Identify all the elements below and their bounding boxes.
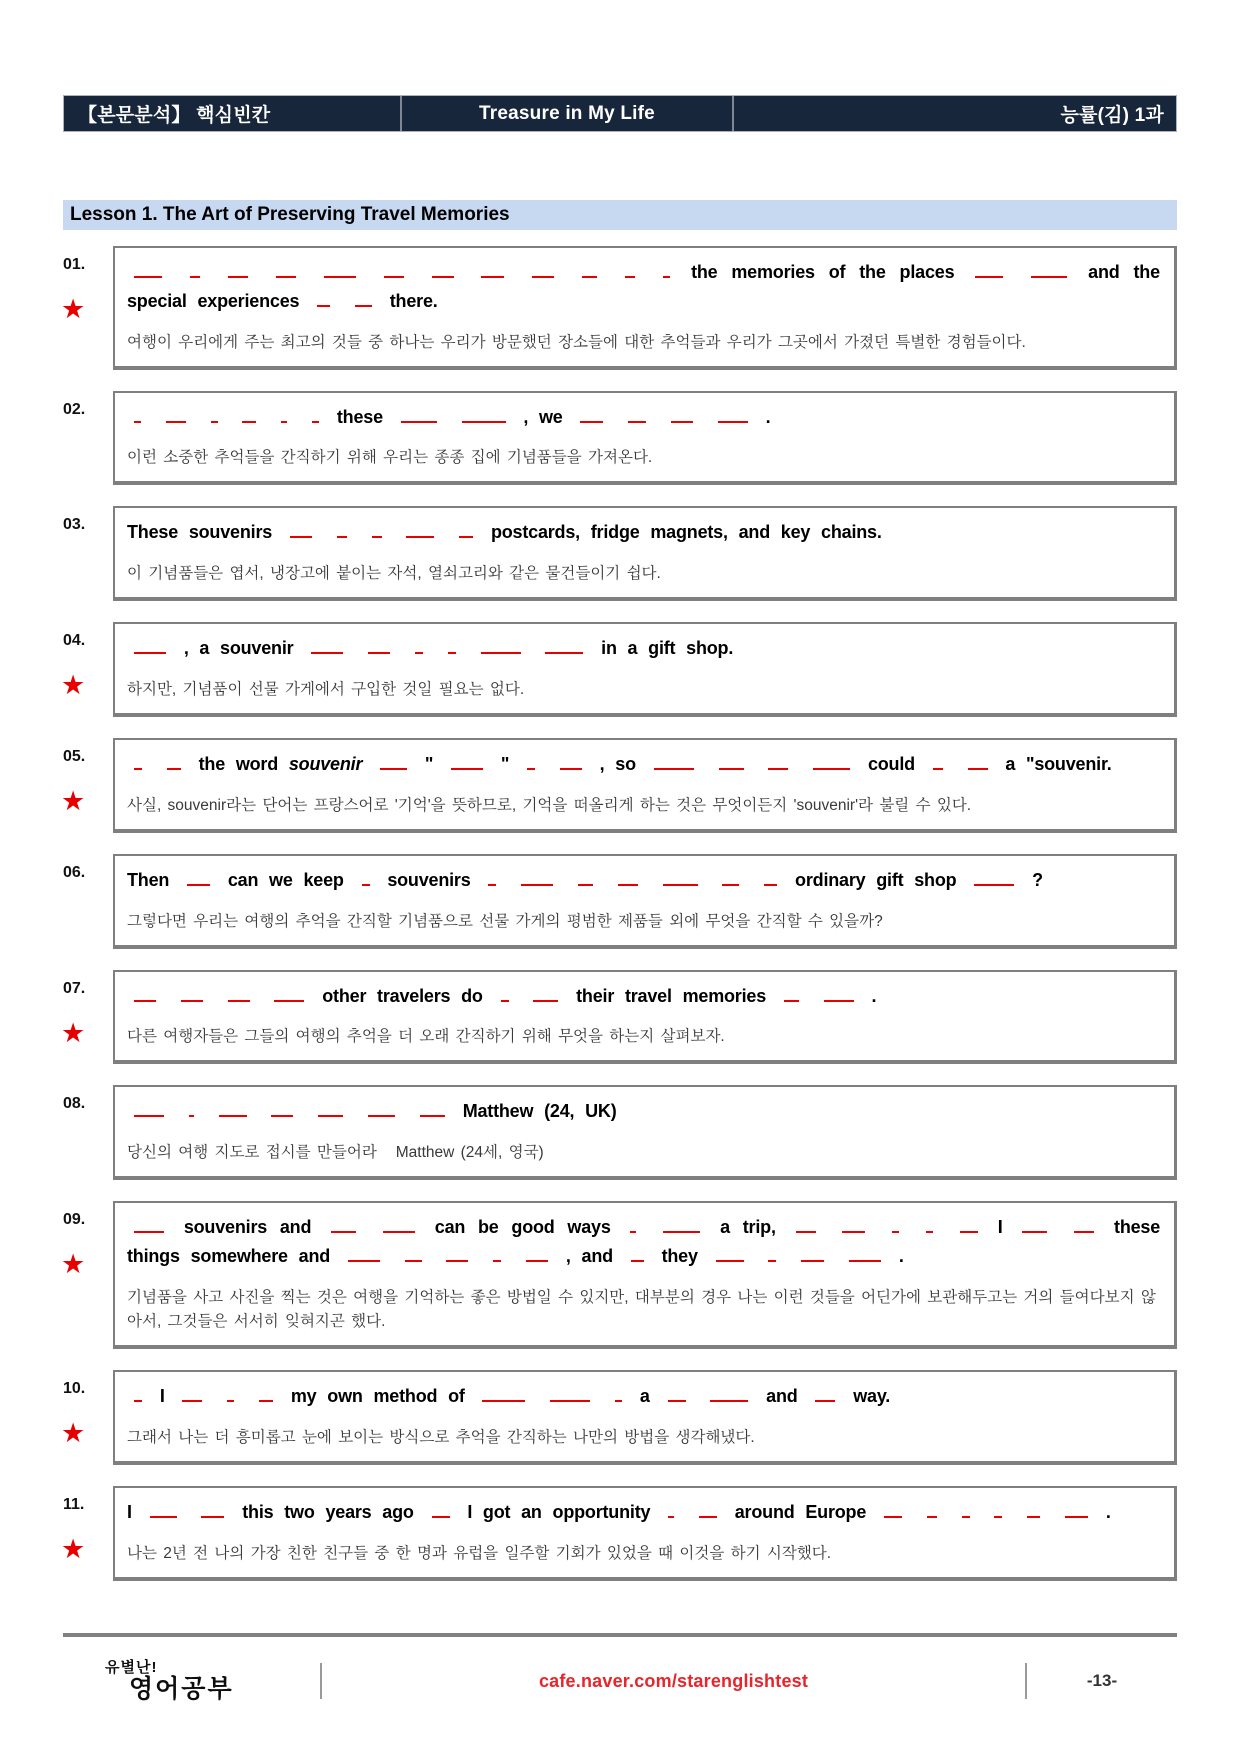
blank-line	[813, 756, 850, 770]
english-fragment: and	[766, 1385, 798, 1406]
blank-line	[926, 1219, 933, 1233]
english-fragment: Matthew (24, UK)	[462, 1101, 617, 1122]
blank-line	[625, 264, 635, 278]
blank-line	[550, 1388, 590, 1402]
blank-line	[242, 409, 256, 423]
blank-line	[134, 756, 142, 770]
blank-line	[290, 524, 312, 538]
blank-line	[580, 409, 603, 423]
item-box	[113, 738, 1177, 833]
blank-line	[405, 1248, 422, 1262]
item-number-column	[63, 1486, 113, 1563]
blank-line	[849, 1248, 881, 1262]
english-fragment: souvenirs	[387, 869, 471, 890]
blank-line	[384, 264, 404, 278]
english-fragment: , and	[565, 1246, 613, 1267]
korean-text: 기념품을 사고 사진을 찍는 것은 여행을 기억하는 좋은 방법일 수 있지만, 대부분의 경우 나는 이런 것들을 어딘가에 보관해두고는 거의 들여다보지 않아서, 그것들은 서서히 잊혀지곤 했다.	[127, 1288, 1156, 1330]
blank-line	[355, 293, 372, 307]
footer-link: cafe.naver.com/starenglishtest	[538, 1670, 809, 1691]
blank-line	[892, 1219, 899, 1233]
header-left: 【본문분석】 핵심빈칸	[78, 105, 271, 126]
item-number: 01.	[63, 256, 86, 273]
blank-line	[824, 988, 854, 1002]
blank-line	[526, 1248, 548, 1262]
header-right: 능률(김) 1과	[1060, 105, 1164, 126]
blank-line	[615, 1388, 622, 1402]
korean-text: 나는 2년 전 나의 가장 친한 친구들 중 한 명과 유럽을 일주할 기회가 있었을 때 이것을 하기 시작했다.	[127, 1544, 832, 1562]
blank-line	[182, 1388, 202, 1402]
blank-line	[459, 524, 473, 538]
item-number: 04.	[63, 632, 86, 650]
blank-line	[167, 756, 181, 770]
english-fragment: other travelers do	[322, 985, 483, 1006]
blank-line	[960, 1219, 978, 1233]
blank-line	[134, 409, 141, 423]
blank-line	[663, 264, 670, 278]
blank-line	[380, 756, 407, 770]
item-row	[63, 506, 1177, 601]
english-fragment: .	[871, 985, 877, 1006]
blank-line	[796, 1219, 816, 1233]
english-fragment: these	[336, 406, 383, 427]
blank-line	[228, 988, 250, 1002]
blank-line	[801, 1248, 824, 1262]
blank-line	[1065, 1504, 1088, 1518]
item-number: 09.	[63, 1211, 86, 1229]
blank-line	[927, 1504, 937, 1518]
blank-line	[134, 264, 162, 278]
item-number: 06.	[63, 863, 86, 881]
blank-line	[663, 1219, 700, 1233]
blank-line	[699, 1504, 717, 1518]
blank-line	[493, 1248, 501, 1262]
blank-line	[815, 1388, 835, 1402]
english-text	[127, 1498, 1160, 1527]
english-fragment: ?	[1032, 869, 1043, 890]
blank-line	[974, 872, 1014, 886]
item-box	[113, 391, 1177, 486]
site-logo	[63, 1660, 320, 1702]
blank-line	[312, 409, 319, 423]
blank-line	[337, 524, 347, 538]
blank-line	[631, 1248, 644, 1262]
english-fragment: I	[997, 1217, 1003, 1238]
english-fragment: "	[424, 754, 434, 775]
english-fragment: , a souvenir	[183, 638, 294, 659]
logo-line-1: 유별난!	[105, 1659, 158, 1676]
item-row	[63, 1201, 1177, 1349]
english-fragment: .	[1105, 1501, 1111, 1522]
english-fragment: way.	[853, 1385, 891, 1406]
english-fragment: there.	[389, 290, 438, 311]
blank-line	[560, 756, 582, 770]
blank-line	[994, 1504, 1002, 1518]
item-row	[63, 970, 1177, 1065]
english-fragment: this two years ago	[242, 1501, 414, 1522]
blank-line	[628, 409, 646, 423]
english-text	[127, 866, 1160, 895]
english-fragment: and the special experiences	[127, 262, 1160, 311]
blank-line	[482, 1388, 525, 1402]
blank-line	[1031, 264, 1067, 278]
english-text	[127, 750, 1160, 779]
english-fragment: in a gift shop.	[601, 638, 734, 659]
blank-line	[933, 756, 943, 770]
english-fragment: can we keep	[227, 869, 344, 890]
english-fragment: around Europe	[734, 1501, 867, 1522]
item-number-column	[63, 970, 113, 1047]
blank-line	[383, 1219, 415, 1233]
english-fragment: could	[867, 754, 915, 775]
english-fragment: souvenirs and	[183, 1217, 312, 1238]
item-box	[113, 506, 1177, 601]
blank-line	[719, 756, 744, 770]
item-box	[113, 622, 1177, 717]
star-icon: ★	[61, 1249, 86, 1280]
english-fragment: a	[639, 1385, 650, 1406]
item-number-column	[63, 1370, 113, 1447]
blank-line	[768, 756, 788, 770]
english-text	[127, 634, 1160, 663]
blank-line	[201, 1504, 224, 1518]
item-number-column	[63, 1085, 113, 1113]
blank-line	[501, 988, 509, 1002]
blank-line	[481, 264, 504, 278]
page-number: -13-	[1086, 1671, 1118, 1690]
blank-line	[401, 409, 437, 423]
blank-line	[884, 1504, 902, 1518]
blank-line	[668, 1388, 686, 1402]
star-icon: ★	[61, 1417, 86, 1448]
blank-line	[578, 872, 593, 886]
lesson-title-bar	[63, 200, 1177, 230]
item-row	[63, 1085, 1177, 1180]
blank-line	[654, 756, 694, 770]
doc-header	[63, 95, 1177, 132]
english-fragment: I	[159, 1385, 165, 1406]
blank-line	[764, 872, 777, 886]
blank-line	[663, 872, 698, 886]
blank-line	[975, 264, 1003, 278]
blank-line	[331, 1219, 356, 1233]
english-fragment: ordinary gift shop	[795, 869, 957, 890]
blank-line	[432, 1504, 450, 1518]
blank-line	[362, 872, 370, 886]
blank-line	[181, 988, 203, 1002]
korean-text: 그래서 나는 더 흥미롭고 눈에 보이는 방식으로 추억을 간직하는 나만의 방법을 생각해냈다.	[127, 1428, 755, 1446]
item-number: 11.	[63, 1495, 85, 1513]
english-fragment: the word	[198, 754, 279, 775]
item-number-column	[63, 391, 113, 419]
blank-line	[219, 1103, 247, 1117]
blank-line	[618, 872, 638, 886]
item-row	[63, 1370, 1177, 1465]
blank-line	[533, 988, 558, 1002]
blank-line	[227, 1388, 234, 1402]
blank-line	[545, 640, 583, 654]
item-number: 07.	[63, 979, 86, 997]
item-box	[113, 854, 1177, 949]
english-fragment: "	[500, 754, 510, 775]
blank-line	[372, 524, 382, 538]
star-icon: ★	[61, 294, 86, 324]
korean-text: 그렇다면 우리는 여행의 추억을 간직할 기념품으로 선물 가게의 평범한 제품들 외에 무엇을 간직할 수 있을까?	[127, 912, 883, 930]
blank-line	[446, 1248, 468, 1262]
english-fragment: these things somewhere and	[127, 1217, 1161, 1267]
blank-line	[671, 409, 693, 423]
blank-line	[348, 1248, 380, 1262]
blank-line	[187, 872, 210, 886]
blank-line	[281, 409, 287, 423]
blank-line	[710, 1388, 748, 1402]
blank-line	[271, 1103, 293, 1117]
header-center: Treasure in My Life	[479, 102, 655, 124]
korean-text: 이런 소중한 추억들을 간직하기 위해 우리는 종종 집에 기념품들을 가져온다.	[127, 449, 653, 467]
item-number-column	[63, 1201, 113, 1278]
blank-line	[532, 264, 554, 278]
blank-line	[630, 1219, 636, 1233]
blank-line	[462, 409, 506, 423]
korean-text: 사실, souvenir라는 단어는 프랑스어로 '기억'을 뜻하므로, 기억을 떠올리게 하는 것은 무엇이든지 'souvenir'라 불릴 수 있다.	[127, 796, 972, 814]
english-fragment: I got an opportunity	[467, 1501, 651, 1522]
item-box	[113, 1370, 1177, 1465]
item-box	[113, 246, 1177, 370]
item-row	[63, 854, 1177, 949]
lesson-title: Lesson 1. The Art of Preserving Travel Memories	[70, 204, 510, 225]
english-fragment: souvenir	[288, 754, 363, 775]
blank-line	[368, 640, 390, 654]
blank-line	[668, 1504, 674, 1518]
blank-line	[276, 264, 296, 278]
item-box	[113, 970, 1177, 1065]
korean-text: 여행이 우리에게 주는 최고의 것들 중 하나는 우리가 방문했던 장소들에 대한 추억들과 우리가 그곳에서 가졌던 특별한 경험들이다.	[127, 333, 1026, 351]
item-number: 05.	[63, 748, 86, 766]
korean-text: 다른 여행자들은 그들의 여행의 추억을 더 오래 간직하기 위해 무엇을 하는지 살펴보자.	[127, 1028, 725, 1046]
english-fragment: a "souvenir.	[1005, 754, 1112, 775]
blank-line	[134, 988, 156, 1002]
item-number: 03.	[63, 516, 86, 534]
english-fragment: .	[765, 406, 771, 427]
item-number-column	[63, 738, 113, 815]
logo-line-2: 영어공부	[129, 1675, 234, 1703]
english-text	[127, 518, 1160, 547]
item-number: 08.	[63, 1095, 86, 1113]
item-row	[63, 246, 1177, 370]
english-fragment: I	[127, 1501, 132, 1522]
blank-line	[784, 988, 799, 1002]
blank-line	[134, 1388, 142, 1402]
star-icon: ★	[61, 1533, 86, 1564]
english-text	[127, 258, 1160, 316]
blank-line	[1027, 1504, 1040, 1518]
blank-line	[406, 524, 434, 538]
blank-line	[415, 640, 423, 654]
english-text	[127, 982, 1160, 1011]
item-number: 02.	[63, 400, 86, 418]
blank-line	[189, 1103, 194, 1117]
blank-line	[134, 1103, 164, 1117]
blank-line	[420, 1103, 445, 1117]
korean-text: 하지만, 기념품이 선물 가게에서 구입한 것일 필요는 없다.	[127, 681, 525, 699]
item-box	[113, 1201, 1177, 1349]
english-text	[127, 1382, 1160, 1411]
blank-line	[259, 1388, 273, 1402]
blank-line	[150, 1504, 177, 1518]
items	[63, 246, 1177, 1581]
item-number-column	[63, 506, 113, 534]
item-row	[63, 738, 1177, 833]
blank-line	[968, 756, 988, 770]
blank-line	[481, 640, 521, 654]
english-fragment: they	[661, 1246, 698, 1267]
english-fragment: These souvenirs	[127, 522, 273, 543]
english-fragment: .	[898, 1246, 904, 1267]
star-icon: ★	[61, 786, 86, 817]
blank-line	[317, 293, 330, 307]
english-fragment: the memories of the places	[691, 262, 955, 282]
blank-line	[432, 264, 454, 278]
blank-line	[324, 264, 356, 278]
footer-rule	[63, 1633, 1177, 1637]
english-fragment: their travel memories	[576, 985, 767, 1006]
footer	[63, 1650, 1177, 1712]
blank-line	[448, 640, 456, 654]
blank-line	[166, 409, 186, 423]
blank-line	[1022, 1219, 1047, 1233]
item-number-column	[63, 246, 113, 323]
blank-line	[521, 872, 553, 886]
english-fragment: my own method of	[290, 1385, 465, 1406]
blank-line	[211, 409, 218, 423]
blank-line	[190, 264, 200, 278]
blank-line	[1074, 1219, 1094, 1233]
english-text	[127, 1097, 1160, 1126]
blank-line	[134, 1219, 164, 1233]
item-row	[63, 391, 1177, 486]
blank-line	[962, 1504, 970, 1518]
item-row	[63, 1486, 1177, 1581]
english-fragment: a trip,	[720, 1217, 776, 1238]
blank-line	[451, 756, 483, 770]
blank-line	[527, 756, 535, 770]
english-fragment: postcards, fridge magnets, and key chains.	[490, 522, 882, 543]
english-fragment: can be good ways	[434, 1217, 611, 1238]
blank-line	[842, 1219, 865, 1233]
blank-line	[722, 872, 739, 886]
korean-text: 이 기념품들은 엽서, 냉장고에 붙이는 자석, 열쇠고리와 같은 물건들이기 쉽다.	[127, 565, 661, 583]
blank-line	[311, 640, 343, 654]
item-number-column	[63, 622, 113, 699]
item-row	[63, 622, 1177, 717]
blank-line	[134, 640, 166, 654]
blank-line	[582, 264, 597, 278]
english-text	[127, 1213, 1160, 1271]
star-icon: ★	[61, 670, 86, 701]
blank-line	[716, 1248, 744, 1262]
english-fragment: Then	[127, 869, 170, 890]
blank-line	[488, 872, 496, 886]
blank-line	[768, 1248, 776, 1262]
english-fragment: , we	[523, 406, 563, 427]
blank-line	[718, 409, 748, 423]
item-number-column	[63, 854, 113, 882]
item-box	[113, 1486, 1177, 1581]
english-fragment: , so	[599, 754, 636, 775]
blank-line	[318, 1103, 343, 1117]
blank-line	[274, 988, 304, 1002]
korean-text: 당신의 여행 지도로 접시를 만들어라 Matthew (24세, 영국)	[127, 1144, 544, 1162]
star-icon: ★	[61, 1017, 86, 1048]
english-text	[127, 403, 1160, 432]
blank-line	[368, 1103, 395, 1117]
item-number: 10.	[63, 1379, 86, 1397]
blank-line	[228, 264, 248, 278]
item-box	[113, 1085, 1177, 1180]
